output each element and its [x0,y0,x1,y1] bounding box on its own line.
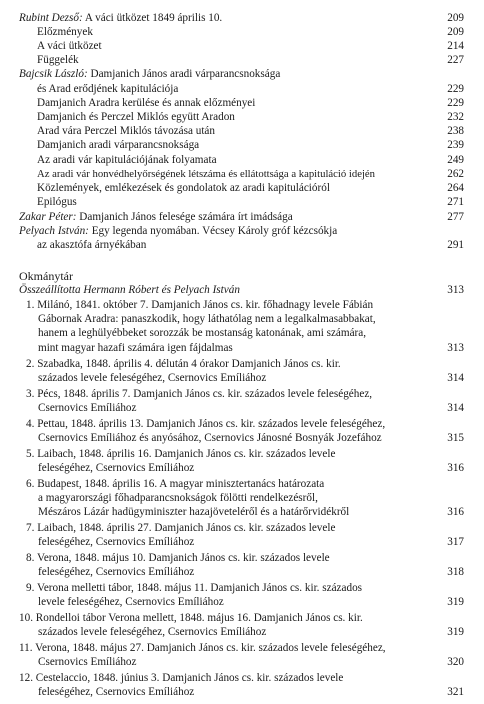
entry-line: levele feleségéhez, Csernovics Emíliához [38,596,224,608]
toc-subentry: Damjanich Aradra kerülése és annak előzményei [37,97,256,109]
toc-entry [19,12,222,25]
entry-line: Gábornak Aradra: panaszkodik, hogy láthatólag nem a legalkalmasabbakat, [38,313,376,325]
entry-line: 1. Milánó, 1841. október 7. Damjanich János cs. kir. főhadnagy levele Fábián [26,299,374,311]
toc-page: 313 [447,342,464,354]
toc-page: 271 [447,196,464,208]
toc-page: 317 [447,536,464,548]
toc-page: 321 [447,686,464,698]
toc-title: A váci ütközet 1849 április 10. [82,12,223,24]
toc-subentry: és Arad erődjének kapitulációja [37,83,179,95]
entry-line: 9. Verona melletti tábor, 1848. május 11. Damjanich János cs. kir. százados [26,582,363,594]
entry-line: feleségéhez, Csernovics Emíliához [38,686,195,698]
toc-page: 214 [447,40,464,52]
toc-entry [19,211,293,224]
toc-author: Rubint Dezső: [19,12,83,24]
entry-line: 12. Cestelaccio, 1848. június 3. Damjanich János cs. kir. százados levele [19,672,344,684]
toc-title: Damjanich János aradi várparancsnoksága [87,68,281,80]
entry-line: mint magyar hazafi számára igen fájdalmas [38,342,233,354]
entry-line: Csernovics Emíliához és anyósához, Csernovics Jánosné Bosnyák Jozefához [38,432,382,444]
entry-line: hanem a leghülyébbeket sorozzák be mostanság katonának, ami számára, [38,327,367,339]
section-compiler: Összeállította Hermann Róbert és Pelyach István [19,284,240,296]
toc-page: 264 [447,182,464,194]
toc-subentry: Az aradi vár honvédhelyőrségének létszáma és ellátottsága a kapituláció idején [37,168,375,180]
toc-title: Damjanich János felesége számára írt imádsága [76,211,293,223]
entry-line: 7. Laibach, 1848. április 27. Damjanich János cs. kir. százados levele [26,522,336,534]
entry-line: 10. Rondelloi tábor Verona mellett, 1848. május 16. Damjanich János cs. kir. [19,612,363,624]
toc-page: 238 [447,125,464,137]
toc-page: 319 [447,596,464,608]
toc-subentry: Előzmények [37,26,93,38]
toc-page: 262 [447,168,464,180]
toc-page: 239 [447,139,464,151]
toc-subentry: Arad vára Perczel Miklós távozása után [37,125,215,137]
entry-line: Csernovics Emíliához [38,656,137,668]
toc-page: 291 [447,239,464,251]
entry-line: a magyarországi főhadparancsnokságok fölötti rendelkezésről, [38,492,318,504]
entry-line: 6. Budapest, 1848. április 16. A magyar minisztertanács határozata [26,478,325,490]
toc-page: 209 [447,12,464,24]
toc-page: 319 [447,626,464,638]
toc-page: 229 [447,97,464,109]
toc-subentry: Epilógus [37,196,77,208]
entry-line: feleségéhez, Csernovics Emíliához [38,536,195,548]
entry-line: százados levele feleségéhez, Csernovics Emíliához [38,372,267,384]
toc-title: Egy legenda nyomában. Vécsey Károly gróf kézcsókja [88,225,338,237]
toc-subentry: Függelék [37,54,79,66]
entry-line: 11. Verona, 1848. május 27. Damjanich János cs. kir. százados levele feleségéhez, [19,642,386,654]
toc-author: Bajcsik László: [19,68,88,80]
entry-line: százados levele feleségéhez, Csernovics Emíliához [38,626,267,638]
entry-line: feleségéhez, Csernovics Emíliához [38,566,195,578]
entry-line: Csernovics Emíliához [38,402,137,414]
toc-page: 277 [447,211,464,223]
toc-page: 229 [447,83,464,95]
toc-author: Pelyach István: [19,225,89,237]
toc-author: Zakar Péter: [19,211,77,223]
toc-page: 316 [447,462,464,474]
toc-page: 320 [447,656,464,668]
toc-subentry: Az aradi vár kapitulációjának folyamata [37,154,217,166]
toc-subentry: az akasztófa árnyékában [37,239,147,251]
toc-entry [19,225,337,238]
toc-page: 315 [447,432,464,444]
toc-entry [19,68,280,81]
toc-page: 227 [447,54,464,66]
toc-subentry: Damjanich aradi várparancsnoksága [37,139,200,151]
toc-page: 249 [447,154,464,166]
entry-line: 4. Pettau, 1848. április 13. Damjanich János cs. kir. százados levele feleségéhez, [26,418,386,430]
toc-subentry: Damjanich és Perczel Miklós együtt Aradon [37,111,235,123]
entry-line: 3. Pécs, 1848. április 7. Damjanich János cs. kir. százados levele feleségéhez, [26,388,373,400]
entry-line: 8. Verona, 1848. május 10. Damjanich János cs. kir. százados levele [26,552,330,564]
toc-page: 316 [447,506,464,518]
toc-subentry: Közlemények, emlékezések és gondolatok az aradi kapitulációról [37,182,330,194]
toc-page: 318 [447,566,464,578]
toc-page: 209 [447,26,464,38]
toc-subentry: A váci ütközet [37,40,102,52]
toc-page: 232 [447,111,464,123]
entry-line: Mészáros Lázár hadügyminiszter hazajöveteléről és a határőrvidékről [38,506,350,518]
entry-line: 5. Laibach, 1848. április 16. Damjanich János cs. kir. százados levele [26,448,336,460]
entry-line: 2. Szabadka, 1848. április 4. délután 4 órakor Damjanich János cs. kir. [26,358,341,370]
toc-page: 314 [447,402,464,414]
toc-page: 313 [447,284,464,296]
toc-page: 314 [447,372,464,384]
section-heading: Okmánytár [19,269,73,283]
entry-line: feleségéhez, Csernovics Emíliához [38,462,195,474]
